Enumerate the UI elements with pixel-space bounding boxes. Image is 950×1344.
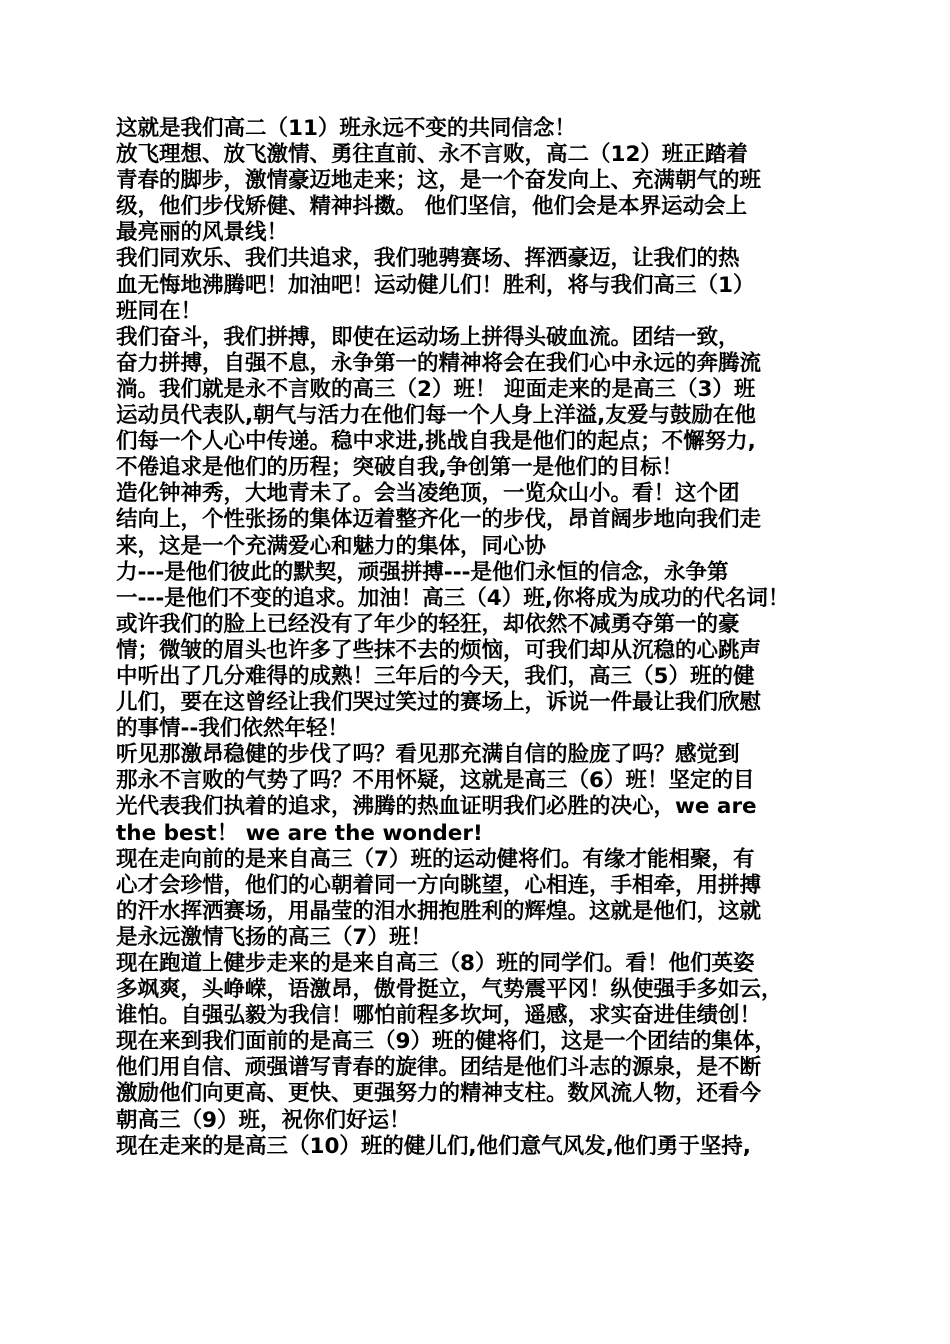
text-line: 情；微皱的眉头也许多了些抹不去的烦恼，可我们却从沉稳的心跳声 [116, 637, 762, 663]
text-line: 光代表我们执着的追求，沸腾的热血证明我们必胜的决心，we are [116, 794, 757, 820]
text-line: 青春的脚步，激情豪迈地走来；这，是一个奋发向上、充满朝气的班 [116, 168, 762, 194]
text-line: 中听出了几分难得的成熟！三年后的今天，我们，高三（5）班的健 [116, 663, 755, 689]
text-line: 力---是他们彼此的默契，顽强拼搏---是他们永恒的信念，永争第 [116, 559, 729, 585]
text-line: 运动员代表队,朝气与活力在他们每一个人身上洋溢,友爱与鼓励在他 [116, 403, 756, 429]
text-line: 造化钟神秀，大地青未了。会当凌绝顶，一览众山小。看！这个团 [116, 481, 740, 507]
text-line: 淌。我们就是永不言败的高三（2）班！ 迎面走来的是高三（3）班 [116, 376, 756, 402]
text-line: 他们用自信、顽强谱写青春的旋律。团结是他们斗志的源泉，是不断 [116, 1055, 762, 1081]
text-line: 班同在！ [116, 298, 203, 324]
text-line: 不倦追求是他们的历程；突破自我,争创第一是他们的目标！ [116, 455, 684, 481]
text-line: 谁怕。自强弘毅为我信！哪怕前程多坎坷，遥感，求实奋进佳绩创！ [116, 1003, 762, 1029]
text-line: 血无悔地沸腾吧！加油吧！运动健儿们！胜利，将与我们高三（1） [116, 272, 755, 298]
text-line: 我们同欢乐、我们共追求，我们驰骋赛场、挥洒豪迈，让我们的热 [116, 246, 740, 272]
text-line: the best！ we are the wonder! [116, 820, 483, 846]
text-line: 的事情--我们依然年轻！ [116, 716, 349, 742]
text-line: 最亮丽的风景线！ [116, 220, 289, 246]
text-line: 激励他们向更高、更快、更强努力的精神支柱。数风流人物，还看今 [116, 1081, 762, 1107]
text-line: 儿们，要在这曾经让我们哭过笑过的赛场上，诉说一件最让我们欣慰 [116, 690, 762, 716]
text-line: 这就是我们高二（11）班永远不变的共同信念！ [116, 116, 576, 141]
document-page [116, 116, 842, 1160]
text-line: 们每一个人心中传递。稳中求进,挑战自我是他们的起点；不懈努力, [116, 429, 756, 455]
text-line: 现在来到我们面前的是高三（9）班的健将们，这是一个团结的集体， [116, 1029, 776, 1055]
text-line: 我们奋斗，我们拼搏，即使在运动场上拼得头破血流。团结一致， [116, 324, 740, 350]
text-line: 奋力拼搏，自强不息，永争第一的精神将会在我们心中永远的奔腾流 [116, 350, 762, 376]
text-line: 结向上，个性张扬的集体迈着整齐化一的步伐，昂首阔步地向我们走 [116, 507, 762, 533]
text-line: 现在跑道上健步走来的是来自高三（8）班的同学们。看！他们英姿 [116, 951, 755, 976]
text-line: 听见那激昂稳健的步伐了吗？看见那充满自信的脸庞了吗？感觉到 [116, 742, 740, 768]
text-line: 现在走来的是高三（10）班的健儿们,他们意气风发,他们勇于坚持, [116, 1133, 751, 1159]
text-line: 一---是他们不变的追求。加油！高三（4）班,你将成为成功的代名词！ [116, 585, 790, 611]
text-line: 是永远激情飞扬的高三（7）班！ [116, 924, 432, 950]
text-line: 级，他们步伐矫健、精神抖擞。 他们坚信，他们会是本界运动会上 [116, 194, 747, 220]
text-line: 的汗水挥洒赛场，用晶莹的泪水拥抱胜利的辉煌。这就是他们，这就 [116, 898, 762, 924]
text-line: 来，这是一个充满爱心和魅力的集体，同心协 [116, 533, 547, 559]
text-line: 放飞理想、放飞激情、勇往直前、永不言败，高二（12）班正踏着 [116, 142, 748, 168]
text-line: 心才会珍惜，他们的心朝着同一方向眺望，心相连，手相牵，用拼搏 [116, 872, 762, 898]
text-line: 多飒爽，头峥嵘，语激昂，傲骨挺立，气势震平冈！纵使强手多如云， [116, 977, 783, 1003]
text-line: 那永不言败的气势了吗？不用怀疑，这就是高三（6）班！坚定的目 [116, 768, 755, 794]
text-line: 现在走向前的是来自高三（7）班的运动健将们。有缘才能相聚，有 [116, 846, 755, 872]
text-line: 或许我们的脸上已经没有了年少的轻狂，却依然不减勇夺第一的豪 [116, 611, 740, 637]
text-line: 朝高三（9）班，祝你们好运！ [116, 1107, 411, 1133]
